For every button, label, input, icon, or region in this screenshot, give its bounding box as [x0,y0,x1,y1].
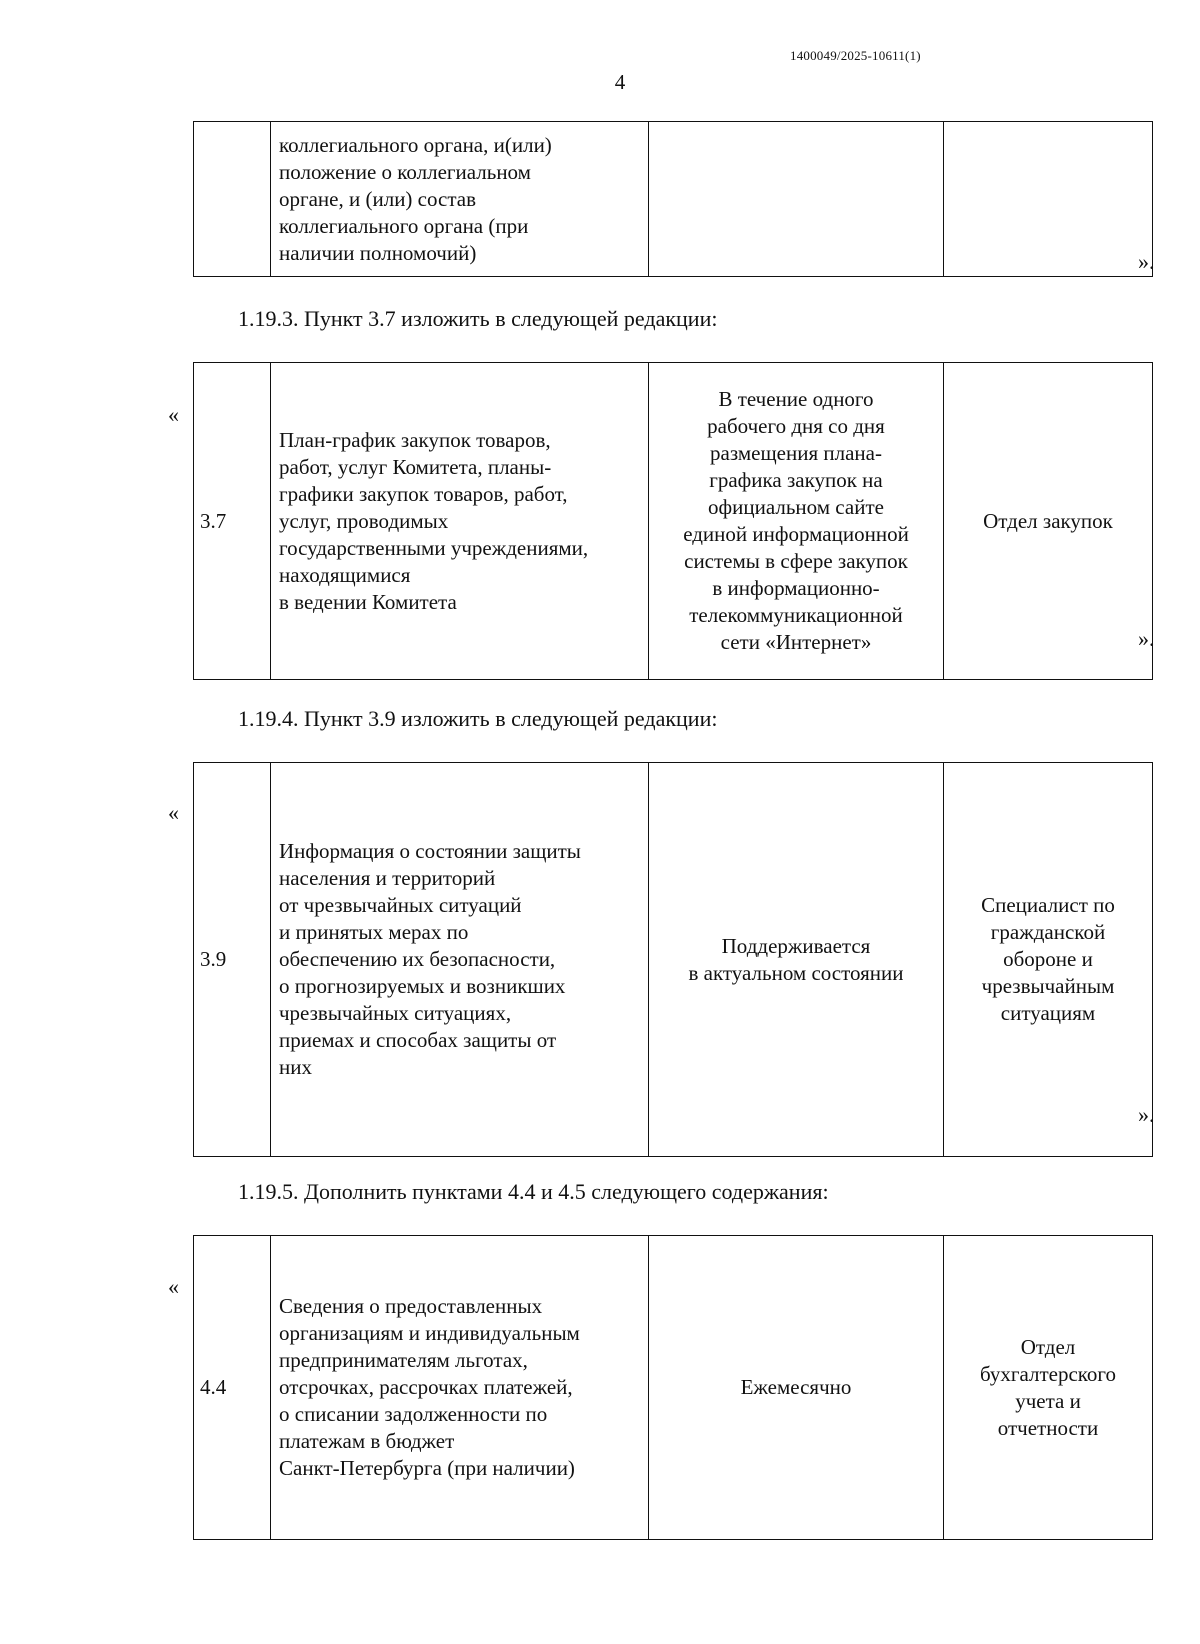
term-lines: Ежемесячно [740,1375,852,1399]
document-id: 1400049/2025-10611(1) [790,48,921,63]
closing-quote: ». [1138,626,1155,651]
table-row-3-9 [193,762,1153,1157]
responsible-cell [944,1236,1153,1540]
name-cell [271,1236,649,1540]
closing-quote: ». [1138,1102,1155,1127]
name-lines: Информация о состоянии защиты населения и территорий от чрезвычайных ситуаций и принятых мерах по обеспечению их безопасности, о прогнозируемых и возникших чрезвычайных ситуациях, приемах и способах защиты от них [279,839,581,1079]
term-lines: В течение одного рабочего дня со дня размещения плана- графика закупок на официальном сайте единой информационной системы в сфере закупок в информационно- телекоммуникационной сети «Интернет» [683,387,909,654]
name-cell [271,122,649,277]
responsible-cell [944,122,1153,277]
closing-quote: ». [1138,249,1155,274]
page-number: 4 [614,70,626,94]
term-cell [649,1236,944,1540]
table-row-4-4 [193,1235,1153,1540]
term-cell [649,122,944,277]
name-cell [271,763,649,1157]
number-cell: 3.7 [194,363,271,680]
paragraph-1-19-3: 1.19.3. Пункт 3.7 изложить в следующей редакции: [238,306,718,331]
number-cell: 4.4 [194,1236,271,1540]
responsible-cell [944,363,1153,680]
term-lines: Поддерживается в актуальном состоянии [688,933,904,985]
table-row [194,363,1153,680]
table-row [194,122,1153,277]
opening-quote: « [168,800,179,825]
name-cell [271,363,649,680]
responsible-lines: Отдел бухгалтерского учета и отчетности [979,1334,1117,1440]
table-continued [193,121,1153,277]
name-lines: Сведения о предоставленных организациям и индивидуальным предпринимателям льготах, отсрочках, рассрочках платежей, о списании задолженности по платежам в бюджет Санкт-Петербурга (при наличии) [279,1294,580,1480]
term-cell [649,363,944,680]
responsible-lines: Специалист по гражданской обороне и чрезвычайным ситуациям [981,893,1115,1025]
term-cell [649,763,944,1157]
opening-quote: « [168,1274,179,1299]
responsible-cell [944,763,1153,1157]
number-cell [194,122,271,277]
name-lines: коллегиального органа, и(или) положение о коллегиальном органе, и (или) состав коллегиального органа (при наличии полномочий) [279,132,552,265]
table-row-3-7 [193,362,1153,680]
table-row [194,763,1153,1157]
paragraph-1-19-5: 1.19.5. Дополнить пунктами 4.4 и 4.5 следующего содержания: [238,1179,829,1204]
number-cell: 3.9 [194,763,271,1157]
responsible-lines: Отдел закупок [983,508,1113,533]
table-row [194,1236,1153,1540]
paragraph-1-19-4: 1.19.4. Пункт 3.9 изложить в следующей редакции: [238,706,718,731]
opening-quote: « [168,402,179,427]
name-lines: План-график закупок товаров, работ, услуг Комитета, планы- графики закупок товаров, работ, услуг, проводимых государственными учреждениями, находящимися в ведении Комитета [279,427,589,614]
